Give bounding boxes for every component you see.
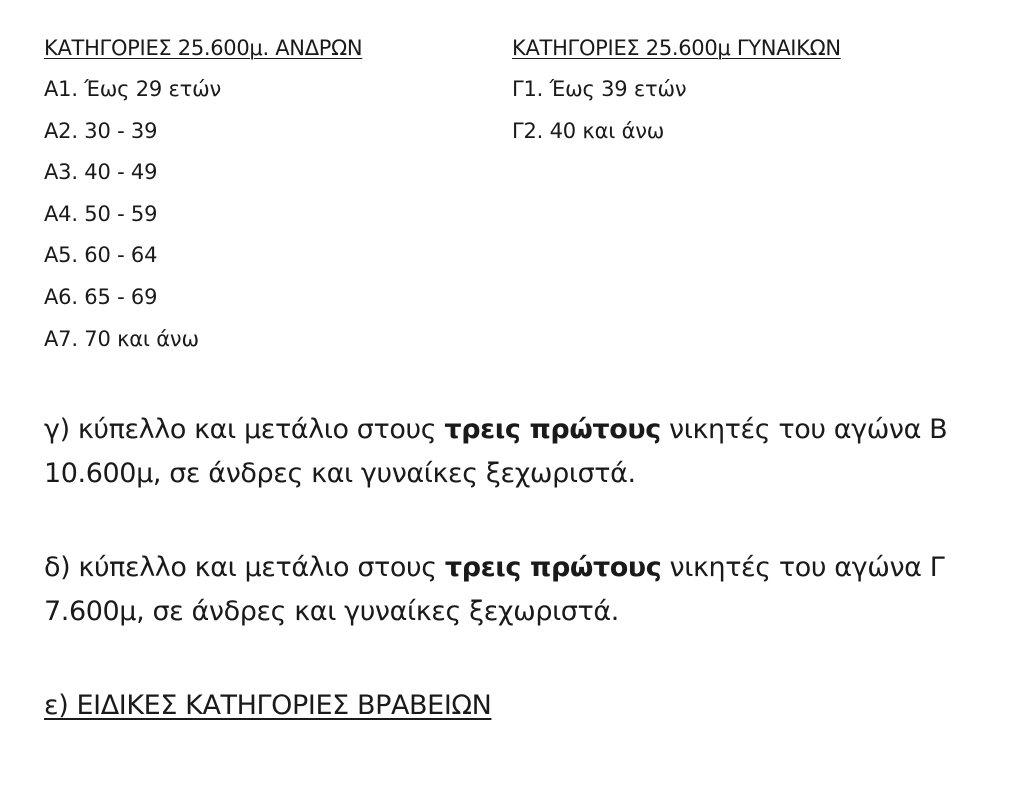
category-item-a5: Α5. 60 - 64 bbox=[44, 243, 158, 268]
award-paragraph-g-end: νικητές του αγώνα Β 10.600μ, σε άνδρες και γυναίκες ξεχωριστά. bbox=[44, 414, 948, 489]
men-categories-list bbox=[44, 75, 362, 353]
award-paragraph-d-end: νικητές του αγώνα Γ 7.600μ, σε άνδρες και γυναίκες ξεχωριστά. bbox=[44, 552, 945, 627]
category-item-g1: Γ1. Έως 39 ετών bbox=[512, 77, 687, 101]
category-item-a1: Α1. Έως 29 ετών bbox=[44, 77, 222, 101]
award-paragraph-d bbox=[44, 546, 1004, 634]
award-paragraph-d-start: δ) κύπελλο και μετάλιο στους bbox=[44, 552, 445, 583]
women-categories-column bbox=[512, 34, 841, 158]
special-awards-heading: ε) ΕΙΔΙΚΕΣ ΚΑΤΗΓΟΡΙΕΣ ΒΡΑΒΕΙΩΝ bbox=[44, 690, 492, 721]
women-categories-heading: ΚΑΤΗΓΟΡΙΕΣ 25.600μ ΓΥΝΑΙΚΩΝ bbox=[512, 36, 841, 60]
category-item-a6: Α6. 65 - 69 bbox=[44, 284, 158, 309]
category-item-g2: Γ2. 40 και άνω bbox=[512, 118, 665, 143]
award-paragraph-d-emphasis: τρεις πρώτους bbox=[444, 552, 662, 583]
women-categories-list bbox=[512, 75, 841, 145]
category-item-a2: Α2. 30 - 39 bbox=[44, 118, 158, 143]
category-item-a4: Α4. 50 - 59 bbox=[44, 201, 158, 226]
men-categories-heading: ΚΑΤΗΓΟΡΙΕΣ 25.600μ. ΑΝΔΡΩΝ bbox=[44, 36, 363, 60]
award-paragraph-g bbox=[44, 408, 1004, 496]
award-paragraph-g-emphasis: τρεις πρώτους bbox=[444, 414, 661, 445]
category-item-a3: Α3. 40 - 49 bbox=[44, 160, 158, 185]
award-paragraph-g-start: γ) κύπελλο και μετάλιο στους bbox=[44, 414, 445, 445]
category-item-a7: Α7. 70 και άνω bbox=[44, 326, 199, 351]
men-categories-column bbox=[44, 34, 362, 366]
